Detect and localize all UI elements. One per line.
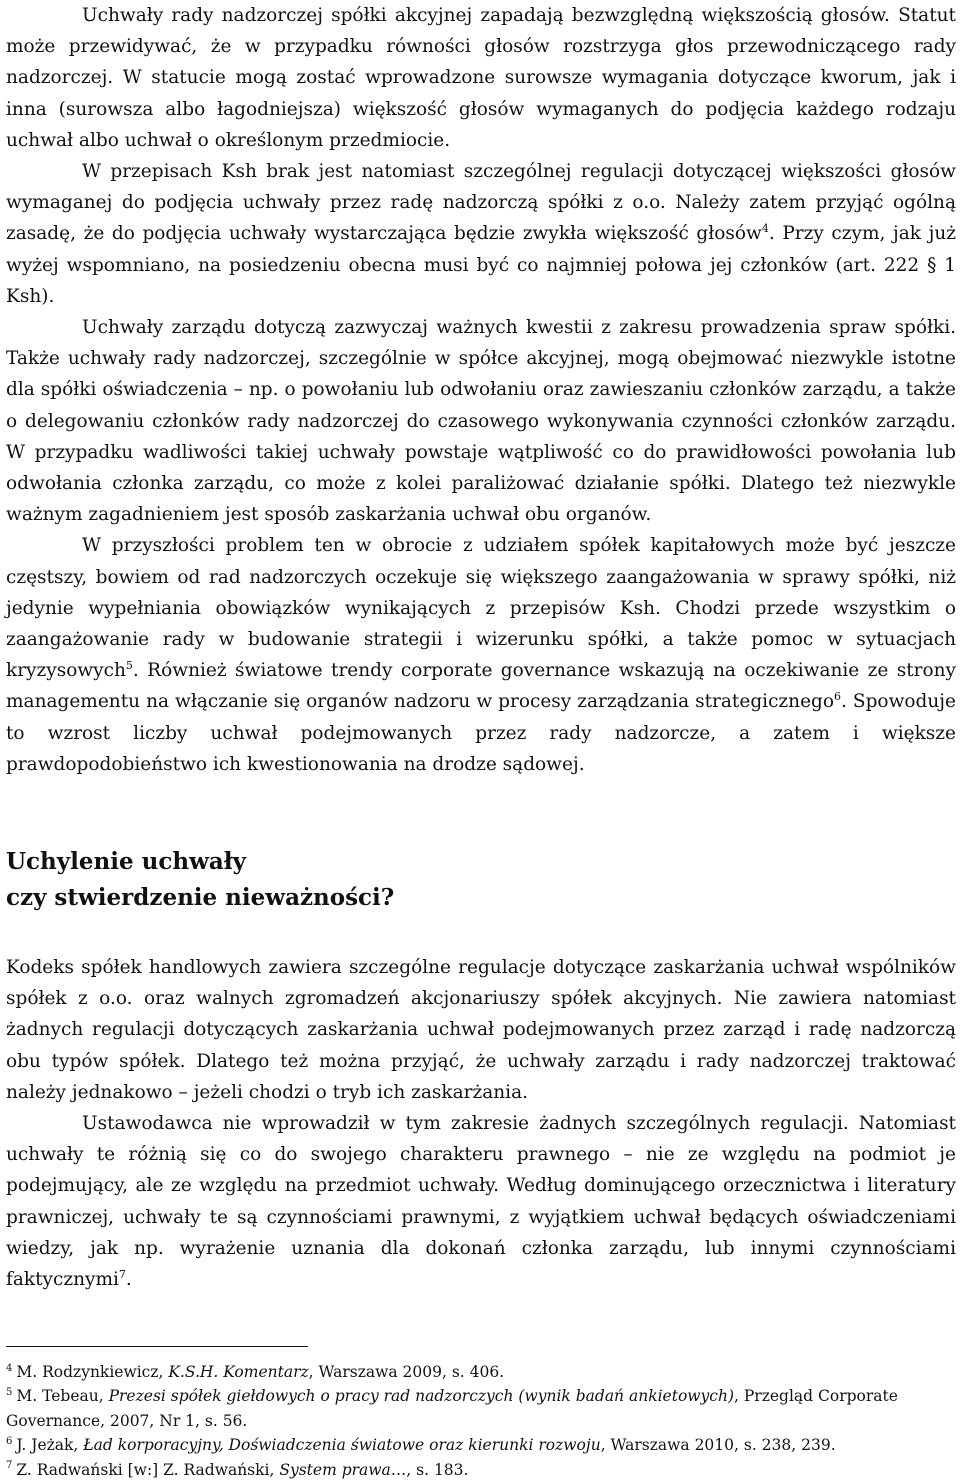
footnote-6 <box>6 1433 956 1457</box>
footnote-number: 6 <box>6 1436 13 1448</box>
footnote-text: , Przegląd Corporate Governance, 2007, Nr 1, s. 56. <box>6 1387 898 1430</box>
footnote-text: , Warszawa 2009, s. 406. <box>308 1363 505 1381</box>
paragraph-p6 <box>6 1108 956 1295</box>
footnote-7 <box>6 1458 956 1482</box>
footnote-text: Z. Radwański [w:] Z. Radwański, <box>16 1460 280 1479</box>
footnote-number: 7 <box>6 1460 13 1472</box>
paragraph-text: Ustawodawca nie wprowadził w tym zakresie żadnych szczególnych regulacji. Natomiast uchwały te różnią się co do swojego charakteru prawnego – nie ze względu na podmiot je podejmujący, ale ze względu na przedmiot uchwały. Według dominującego orzecznictwa i literatury prawniczej, uchwały te są czynnościami prawnymi, z wyjątkiem uchwał będących oświadczeniami wiedzy, jak np. wyrażenie uznania dla dokonań członka zarządu, lub innymi czynnościami faktycznymi <box>6 1113 956 1291</box>
paragraph-text: W przepisach Ksh brak jest natomiast szczególnej regulacji dotyczącej większości głosów wymaganej do podjęcia uchwały przez radę nadzorczą spółki z o.o. Należy zatem przyjąć ogólną zasadę, że do podjęcia uchwały wystarczająca będzie zwykła większość głosów <box>6 161 956 245</box>
body-text-bottom <box>6 952 956 1295</box>
paragraph-text: Kodeks spółek handlowych zawiera szczególne regulacje dotyczące zaskarżania uchwał wspólników spółek z o.o. oraz walnych zgromadzeń akcjonariuszy spółek akcyjnych. Nie zawiera natomiast żadnych regulacji dotyczących zaskarżania uchwał podejmowanych przez zarząd i radę nadzorczą obu typów spółek. Dlatego też można przyjąć, że uchwały zarządu i rady nadzorczej traktować należy jednakowo – jeżeli chodzi o tryb ich zaskarżania. <box>6 957 956 1103</box>
section-heading-line-1: Uchylenie uchwały <box>6 848 246 875</box>
paragraph-text: . Przy czym, jak już wyżej wspomniano, na posiedzeniu obecna musi być co najmniej połowa jej członków (art. 222 § 1 Ksh). <box>6 223 956 307</box>
footnote-separator <box>6 1346 308 1347</box>
paragraph-text: Uchwały rady nadzorczej spółki akcyjnej zapadają bezwzględną większością głosów. Statut może przewidywać, że w przypadku równości głosów rozstrzyga głos przewodniczącego rady nadzorczej. W statucie mogą zostać wprowadzone surowsze wymagania dotyczące kworum, jak i inna (surowsza albo łagodniejsza) większość głosów wymaganych do podjęcia każdego rodzaju uchwał albo uchwał o określonym przedmiocie. <box>6 5 956 151</box>
footnotes <box>6 1360 956 1482</box>
footnote-ref[interactable]: 5 <box>125 659 133 673</box>
paragraph-text: . <box>125 1269 132 1291</box>
footnote-title: Ład korporacyjny, Doświadczenia światowe oraz kierunki rozwoju <box>83 1436 601 1455</box>
paragraph-p4 <box>6 530 956 780</box>
body-text-top <box>6 0 956 780</box>
footnote-text: M. Rodzynkiewicz, <box>16 1363 169 1381</box>
footnote-title: K.S.H. Komentarz <box>168 1363 309 1381</box>
footnote-4 <box>6 1360 956 1384</box>
footnote-5 <box>6 1384 956 1433</box>
footnote-ref[interactable]: 4 <box>761 222 769 236</box>
footnote-text: , Warszawa 2010, s. 238, 239. <box>600 1436 836 1455</box>
paragraph-p1 <box>6 0 956 156</box>
footnote-ref[interactable]: 6 <box>834 690 842 704</box>
footnote-number: 4 <box>6 1362 13 1374</box>
footnote-text: …, s. 183. <box>390 1460 469 1479</box>
paragraph-p2 <box>6 156 956 312</box>
paragraph-p5 <box>6 952 956 1108</box>
paragraph-text: W przyszłości problem ten w obrocie z udziałem spółek kapitałowych może być jeszcze częstszy, bowiem od rad nadzorczych oczekuje się większego zaangażowania w sprawy spółki, niż jedynie wypełniania obowiązków wynikających z przepisów Ksh. Chodzi przede wszystkim o zaangażowanie rady w budowanie strategii i wizerunku spółki, a także pomoc w sytuacjach kryzysowych <box>6 535 956 682</box>
section-heading <box>6 844 956 916</box>
footnote-title: Prezesi spółek giełdowych o pracy rad nadzorczych (wynik badań ankietowych) <box>108 1387 735 1406</box>
paragraph-text: . Również światowe trendy corporate governance wskazują na oczekiwanie ze strony managementu na włączanie się organów nadzoru w procesy zarządzania strategicznego <box>6 660 956 713</box>
section-heading-line-2: czy stwierdzenie nieważności? <box>6 884 395 911</box>
footnote-text: M. Tebeau, <box>16 1387 109 1406</box>
footnote-number: 5 <box>6 1387 13 1399</box>
footnote-text: J. Jeżak, <box>16 1436 84 1455</box>
paragraph-text: Uchwały zarządu dotyczą zazwyczaj ważnych kwestii z zakresu prowadzenia spraw spółki. Także uchwały rady nadzorczej, szczególnie w spółce akcyjnej, mogą obejmować niezwykle istotne dla spółki oświadczenia – np. o powołaniu lub odwołaniu oraz zawieszaniu członków zarządu, a także o delegowaniu członków rady nadzorczej do czasowego wykonywania czynności członków zarządu. W przypadku wadliwości takiej uchwały powstaje wątpliwość co do prawidłowości powołania lub odwołania członka zarządu, co może z kolei paraliżować działanie spółki. Dlatego też niezwykle ważnym zagadnieniem jest sposób zaskarżania uchwał obu organów. <box>6 317 956 526</box>
paragraph-p3 <box>6 312 956 530</box>
paragraph-text: . Spowoduje to wzrost liczby uchwał podejmowanych przez rady nadzorcze, a zatem i większe prawdopodobieństwo ich kwestionowania na drodze sądowej. <box>6 691 956 775</box>
footnote-ref[interactable]: 7 <box>118 1267 126 1281</box>
footnote-title: System prawa <box>279 1460 391 1479</box>
